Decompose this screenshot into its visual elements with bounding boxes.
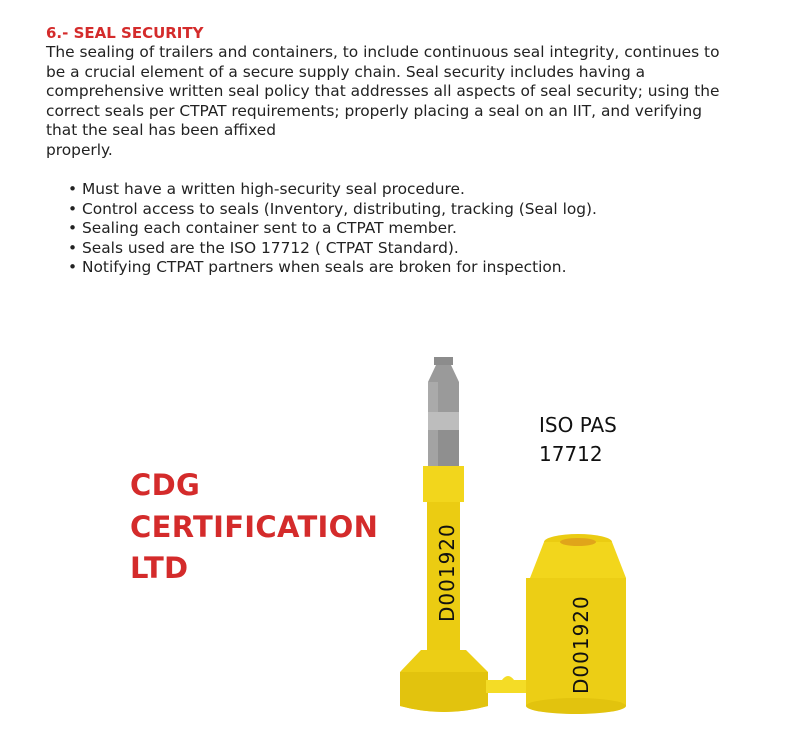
logo-line: LTD [130, 551, 189, 585]
barrel-code: D001920 [569, 595, 593, 694]
pin-upper-shade [428, 382, 438, 412]
section-heading: 6.- SEAL SECURITY [46, 24, 204, 42]
list-item: • Control access to seals (Inventory, distributing, tracking (Seal log). [68, 200, 597, 220]
requirements-list [68, 180, 597, 278]
bolt-collar [423, 466, 464, 502]
logo-line: CDG [130, 468, 201, 502]
paragraph-line: correct seals per CTPAT requirements; properly placing a seal on an IIT, and verifying [46, 101, 703, 120]
bolt-code: D001920 [435, 523, 459, 622]
list-item: • Must have a written high-security seal procedure. [68, 180, 597, 200]
seal-strap [486, 676, 530, 693]
list-item: • Seals used are the ISO 17712 ( CTPAT Standard). [68, 239, 597, 259]
iso-line: 17712 [539, 442, 603, 466]
pin-cap [434, 357, 453, 365]
paragraph-line: be a crucial element of a secure supply chain. Seal security includes having a [46, 62, 646, 81]
pin-lower-shade [428, 430, 438, 466]
paragraph-line: that the seal has been affixed [46, 121, 277, 139]
iso-line: ISO PAS [539, 413, 617, 437]
paragraph-line: comprehensive written seal policy that addresses all aspects of seal security; using the [46, 82, 720, 100]
paragraph-line: The sealing of trailers and containers, to include continuous seal integrity, continues to [46, 43, 720, 61]
paragraph-line: properly. [46, 140, 113, 159]
company-logo [130, 465, 378, 590]
list-item: • Sealing each container sent to a CTPAT member. [68, 219, 597, 239]
pin-top-cone [428, 365, 459, 382]
logo-line: CERTIFICATION [130, 509, 379, 544]
section-paragraph [46, 43, 761, 160]
pin-groove [428, 412, 459, 430]
list-item: • Notifying CTPAT partners when seals are broken for inspection. [68, 258, 597, 278]
barrel-neck [530, 542, 626, 578]
bolt-seal-illustration [390, 350, 640, 720]
